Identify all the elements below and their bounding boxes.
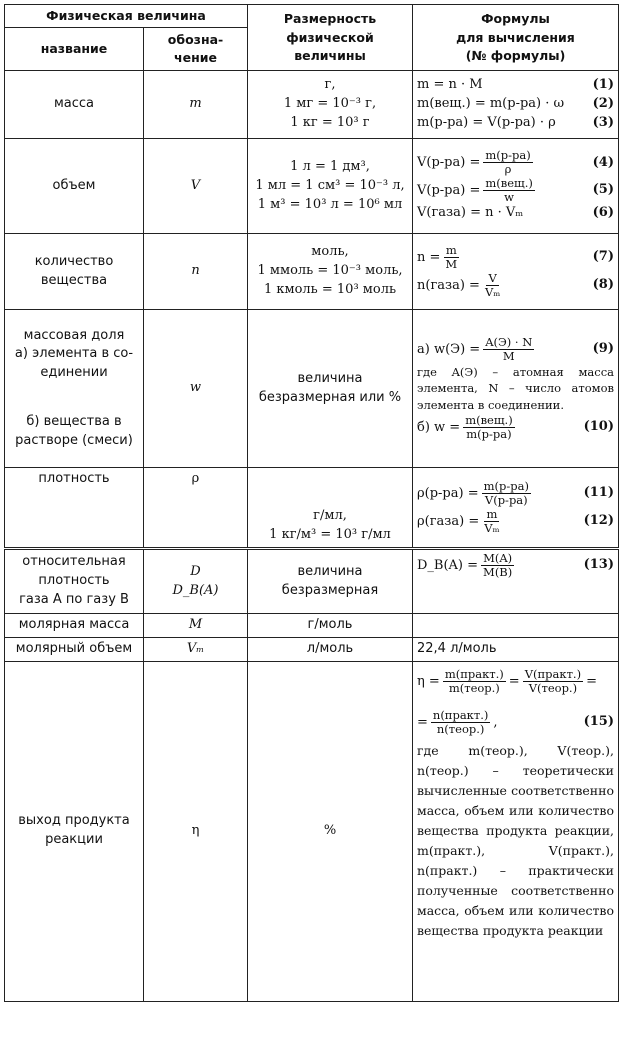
formula-11: ρ(р-ра) = $\frac{m(р-ра)}{V(р-ра)}$ (11) [417,479,614,508]
formula-9: а) w(Э) = $\frac{A(Э) \cdot N}{M}$ (9) [417,335,614,364]
molar-volume-units: л/моль [248,637,413,661]
molar-mass-name: молярная масса [5,614,144,638]
row-yield [5,661,619,1001]
amount-formulas [413,234,619,310]
row-mass [5,71,619,139]
volume-units: 1 л = 1 дм³, 1 мл = 1 см³ = 10⁻³ л, 1 м³ = 10³ л = 10⁶ мл [248,139,413,234]
row-volume [5,139,619,234]
relative-density-units: величина безразмерная [248,550,413,614]
yield-name: выход продукта реакции [5,661,144,1001]
molar-mass-symbol: M [144,614,248,638]
row-mass-fraction [5,310,619,468]
yield-symbol: η [144,661,248,1001]
formula-7: n = $\frac{m}{M}$ (7) [417,243,614,272]
formula-10: б) w = $\frac{\text{m(вещ.)}}{m(р-ра)}$ (10) [417,412,614,441]
yield-formulas [413,661,619,1001]
density-units: г/мл, 1 кг/м³ = 10³ г/мл [248,468,413,548]
relative-density-name: относительная плотность газа А по газу В [5,550,144,614]
mass-symbol: m [144,71,248,139]
formula-5: V(р-ра) = $\frac{\text{m(вещ.)}}{w}$ (5) [417,175,614,204]
formula-8: n(газа) = $\frac{V}{\text{Vₘ}}$ (8) [417,270,614,299]
header-quantity: Физическая величина [5,5,248,28]
fraction-formulas [413,310,619,468]
relative-density-formulas [413,550,619,614]
fraction-name: массовая доля а) элемента в со- единении б) вещества в растворе (смеси) [5,310,144,468]
mass-units: г, 1 мг = 10⁻³ г, 1 кг = 10³ г [248,71,413,139]
formula-2: m(вещ.) = m(р-ра) · ω [417,96,565,112]
molar-mass-formula [413,614,619,638]
density-symbol: ρ [144,468,248,548]
volume-formulas [413,139,619,234]
molar-volume-formula: 22,4 л/моль [413,637,619,661]
yield-units: % [248,661,413,1001]
row-relative-density [5,550,619,614]
formula-13: D_B(A) = $\frac{M(A)}{M(B)}$ (13) [417,551,614,580]
volume-name: объем [5,139,144,234]
formula-12: ρ(газа) = $\frac{m}{\text{Vₘ}}$ (12) [417,506,614,535]
amount-units: моль, 1 ммоль = 10⁻³ моль, 1 кмоль = 10³ моль [248,234,413,310]
mass-formulas: m = n · M (1) m(вещ.) = m(р-ра) · ω (2) m(р-ра) = V(р-ра) · ρ (3) [413,71,619,139]
formula-15-line1: η = $\frac{\text{m(практ.)}}{\text{m(теор.)}}$ = $\frac{\text{V(практ.)}}{\text{V(теор.)}}$ = [417,666,597,695]
density-name: плотность [5,468,144,548]
header-formulas: Формулы для вычисления (№ формулы) [413,5,619,71]
row-density [5,468,619,548]
formula-9-note: где A(Э) – атомная масса элемента, N – число атомов элемента в соединении. [417,364,614,412]
header-name: название [5,28,144,71]
quantities-table-upper [4,4,619,548]
row-molar-volume [5,637,619,661]
formula-1: m = n · M [417,77,483,93]
fraction-units: величина безразмерная или % [248,310,413,468]
formula-4: V(р-ра) = $\frac{m(р-ра)}{\rho}$ (4) [417,148,614,177]
quantities-table-lower [4,549,619,1002]
amount-symbol: n [144,234,248,310]
fraction-symbol: w [144,310,248,468]
mass-name: масса [5,71,144,139]
row-amount [5,234,619,310]
formula-3: m(р-ра) = V(р-ра) · ρ [417,115,556,131]
header-units: Размерность физической величины [248,5,413,71]
volume-symbol: V [144,139,248,234]
density-formulas [413,468,619,548]
row-molar-mass [5,614,619,638]
relative-density-symbol: D D_B(A) [144,550,248,614]
header-symbol: обозна- чение [144,28,248,71]
formula-15-note: где m(теор.), V(теор.), n(теор.) – теоретически вычисленные соответственно масса, объем или количество вещества продукта реакции, m(практ.), V(практ.), n(практ.) – практически полученные соответственно масса, объем или количество вещества продукта реакции [417,742,614,938]
molar-mass-units: г/моль [248,614,413,638]
molar-volume-symbol: Vₘ [144,637,248,661]
formula-15-line2: = $\frac{\text{n(практ.)}}{\text{n(теор.)}}$ , (15) [417,708,614,737]
amount-name: количество вещества [5,234,144,310]
molar-volume-name: молярный объем [5,637,144,661]
formula-6: V(газа) = n · Vₘ (6) [417,205,614,221]
